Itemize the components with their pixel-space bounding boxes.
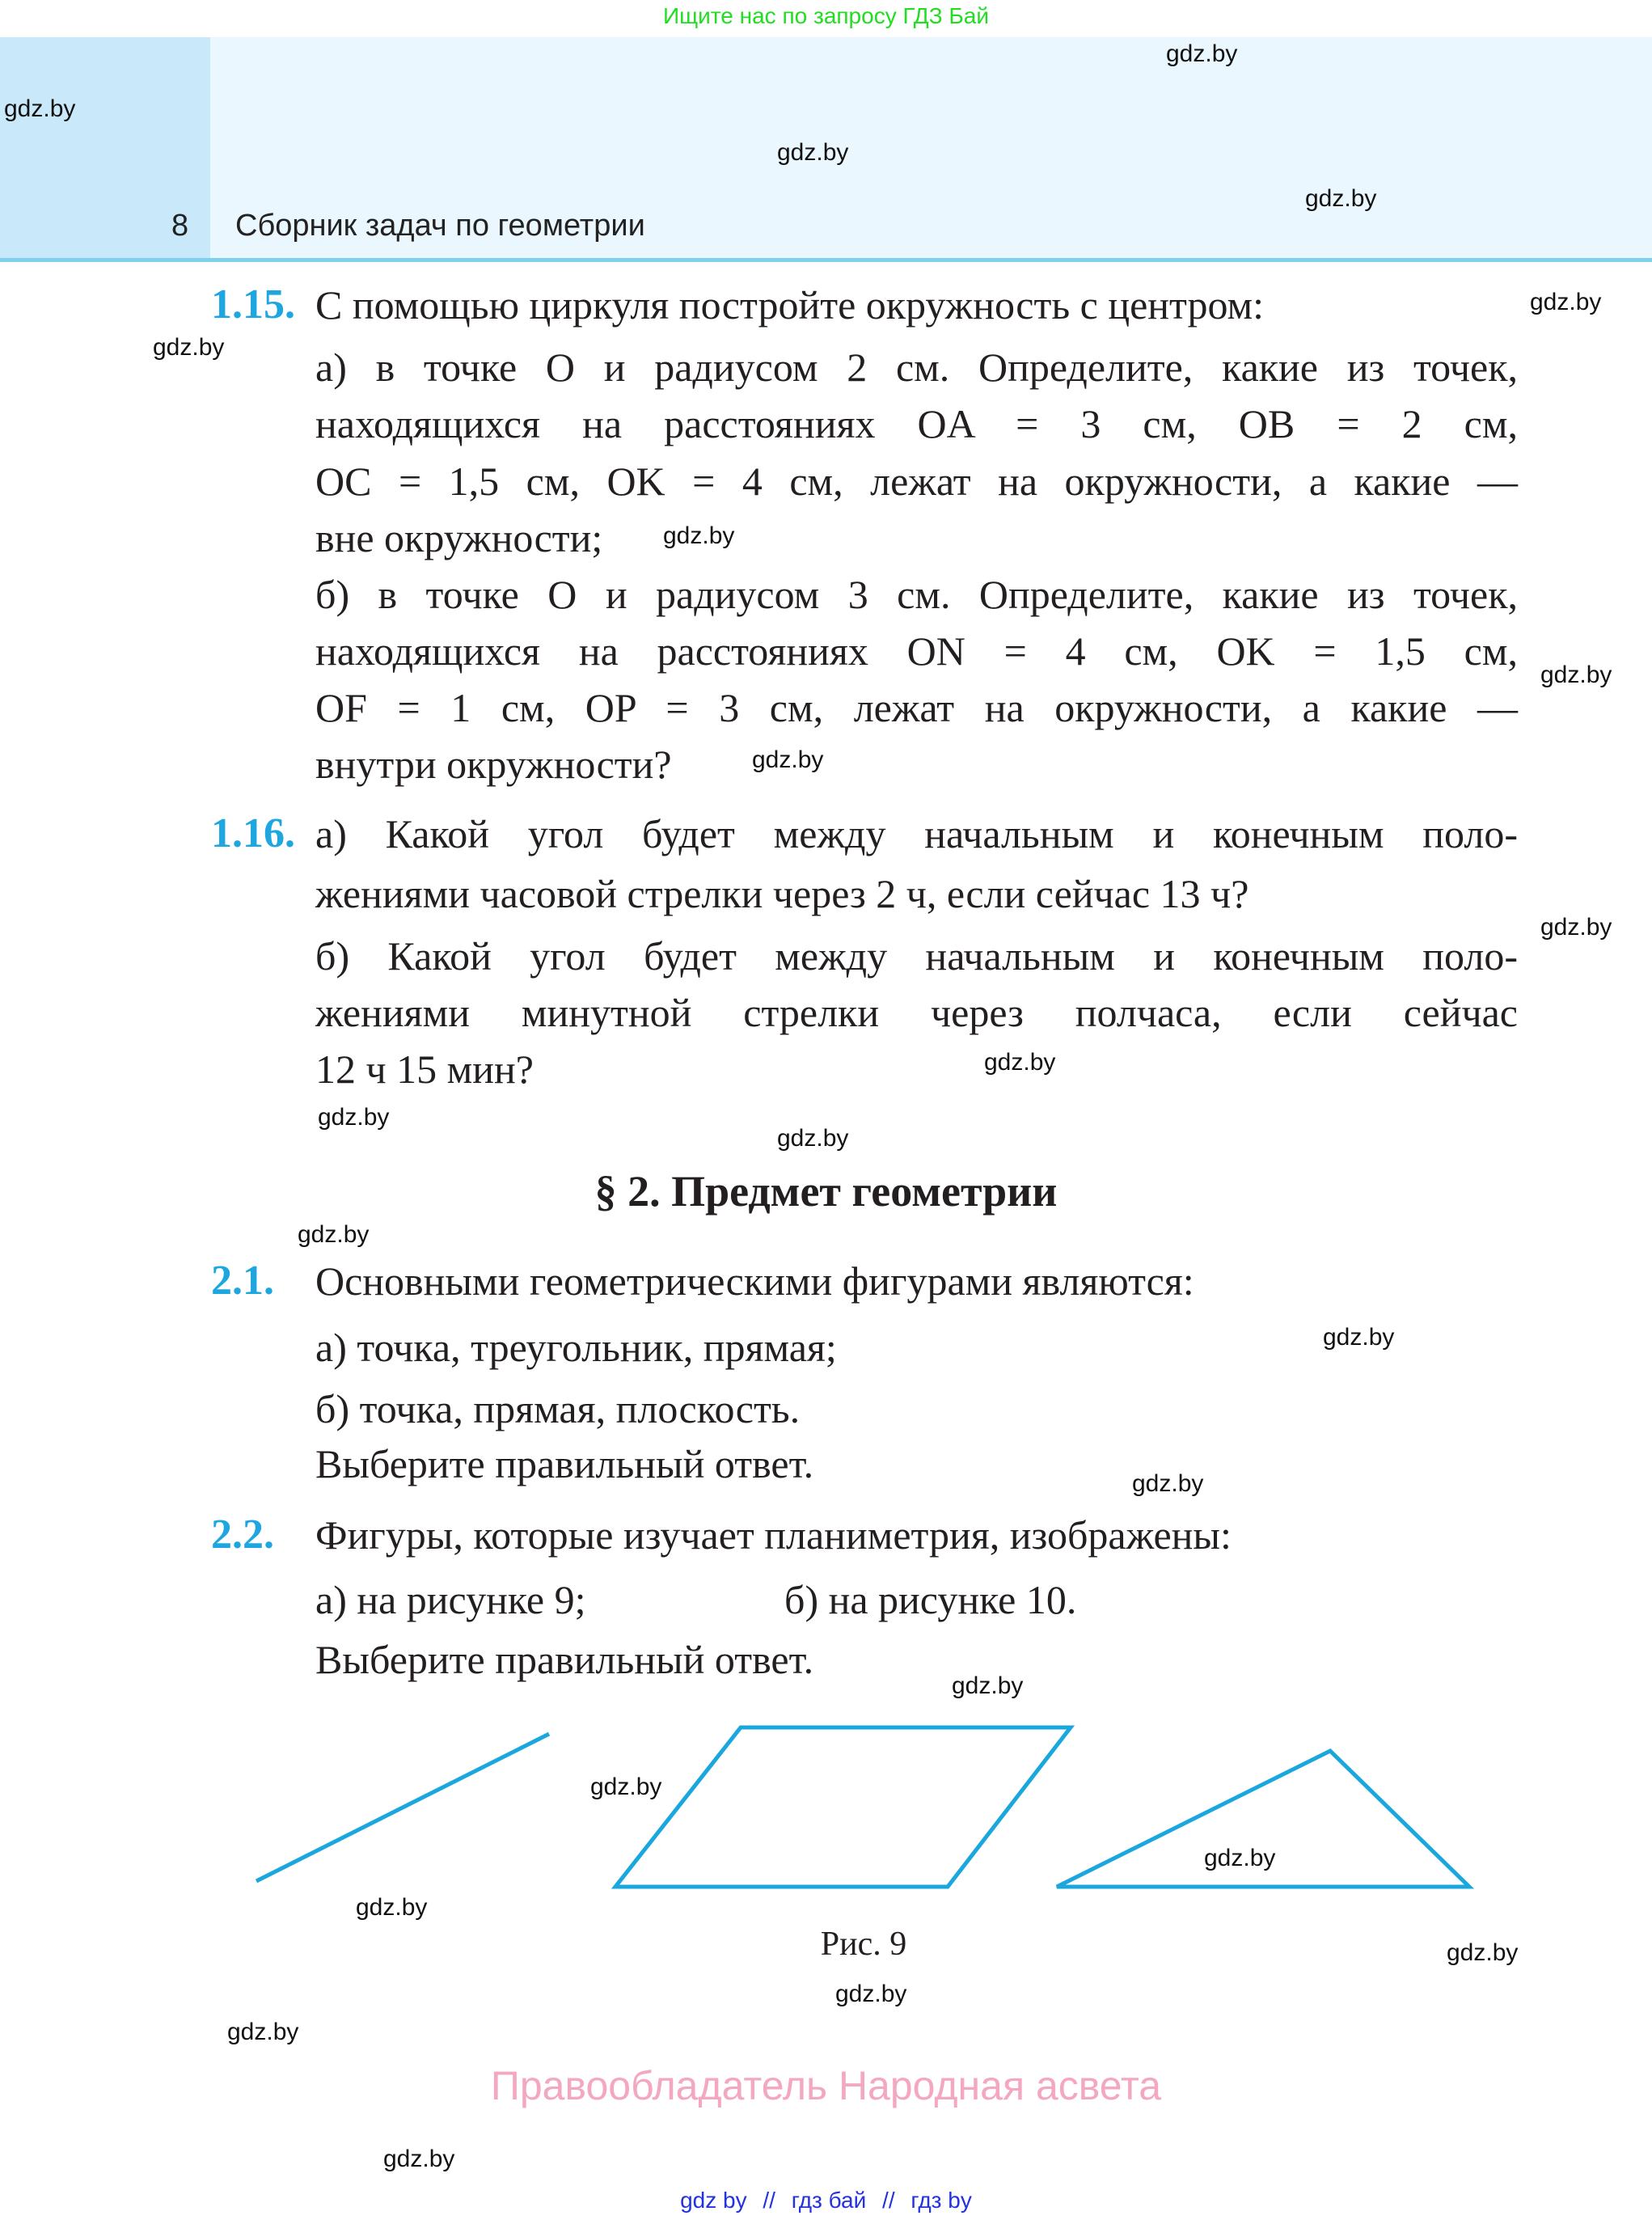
watermark: gdz.by	[1166, 40, 1238, 67]
task-line: жениями минутной стрелки через полчаса, если сейчас	[315, 990, 1518, 1035]
watermark: gdz.by	[777, 1125, 849, 1152]
separator: //	[882, 2188, 895, 2213]
task-number: 2.1.	[211, 1258, 274, 1304]
figure-caption: Рис. 9	[820, 1926, 907, 1963]
watermark: gdz.by	[777, 139, 849, 166]
answer-option: а) на рисунке 9;	[315, 1577, 586, 1622]
task-line: внутри окружности?	[315, 742, 672, 787]
watermark: gdz.by	[318, 1104, 390, 1131]
link-gdz-by[interactable]: gdz by	[680, 2188, 747, 2213]
task-line: OC = 1,5 см, OK = 4 см, лежат на окружности, а какие —	[315, 459, 1518, 504]
watermark: gdz.by	[153, 334, 225, 361]
task-line: OF = 1 см, OP = 3 см, лежат на окружности, а какие —	[315, 685, 1518, 730]
watermark: gdz.by	[1540, 662, 1612, 688]
watermark: gdz.by	[356, 1894, 428, 1921]
task-line: Основными геометрическими фигурами являются:	[315, 1258, 1194, 1304]
task-line: находящихся на расстояниях ON = 4 см, OK = 1,5 см,	[315, 628, 1518, 674]
watermark: gdz.by	[952, 1672, 1024, 1699]
task-line: жениями часовой стрелки через 2 ч, если сейчас 13 ч?	[315, 871, 1249, 916]
watermark: gdz.by	[1447, 1939, 1519, 1966]
watermark: gdz.by	[1305, 185, 1377, 212]
watermark: gdz.by	[4, 95, 76, 122]
watermark: gdz.by	[1323, 1324, 1395, 1351]
answer-option: а) точка, треугольник, прямая;	[315, 1325, 837, 1370]
watermark: gdz.by	[227, 2019, 299, 2045]
watermark: gdz.by	[984, 1049, 1056, 1076]
bottom-links	[0, 2188, 1652, 2213]
task-line: 12 ч 15 мин?	[315, 1046, 534, 1092]
link-gdz-by-ru[interactable]: гдз by	[911, 2188, 972, 2213]
task-line: б) Какой угол будет между начальным и конечным поло-	[315, 933, 1518, 979]
task-line: Фигуры, которые изучает планиметрия, изображены:	[315, 1512, 1232, 1558]
watermark: gdz.by	[1530, 289, 1602, 315]
task-line: а) Какой угол будет между начальным и конечным поло-	[315, 811, 1518, 856]
task-number: 2.2.	[211, 1512, 274, 1558]
line-segment-figure	[256, 1734, 549, 1881]
task-line: а) в точке O и радиусом 2 см. Определите, какие из точек,	[315, 345, 1518, 390]
task-line: вне окружности;	[315, 515, 603, 560]
task-number: 1.16.	[211, 810, 295, 856]
watermark: gdz.by	[1132, 1470, 1204, 1497]
watermark: gdz.by	[752, 746, 824, 773]
task-number: 1.15.	[211, 281, 295, 328]
answer-option: б) на рисунке 10.	[784, 1577, 1077, 1622]
page-number: 8	[171, 209, 189, 243]
watermark: gdz.by	[590, 1774, 662, 1800]
search-hint-link[interactable]: Ищите нас по запросу ГДЗ Бай	[662, 3, 990, 28]
task-line: С помощью циркуля постройте окружность с центром:	[315, 282, 1265, 328]
task-line: Выберите правильный ответ.	[315, 1637, 814, 1682]
answer-option: б) точка, прямая, плоскость.	[315, 1386, 801, 1431]
watermark: gdz.by	[383, 2146, 455, 2172]
copyright-notice: Правообладатель Народная асвета	[490, 2063, 1162, 2108]
separator: //	[763, 2188, 775, 2213]
book-title: Сборник задач по геометрии	[235, 209, 645, 243]
watermark: gdz.by	[663, 522, 735, 549]
link-gdz-bai[interactable]: гдз бай	[791, 2188, 867, 2213]
watermark: gdz.by	[298, 1221, 370, 1248]
watermark: gdz.by	[835, 1981, 907, 2007]
task-line: Выберите правильный ответ.	[315, 1441, 814, 1486]
watermark: gdz.by	[1540, 914, 1612, 941]
parallelogram-figure	[615, 1727, 1071, 1887]
section-heading: § 2. Предмет геометрии	[594, 1167, 1058, 1216]
watermark: gdz.by	[1204, 1845, 1276, 1871]
task-line: находящихся на расстояниях OA = 3 см, OB = 2 см,	[315, 401, 1518, 446]
task-line: б) в точке O и радиусом 3 см. Определите, какие из точек,	[315, 572, 1518, 617]
